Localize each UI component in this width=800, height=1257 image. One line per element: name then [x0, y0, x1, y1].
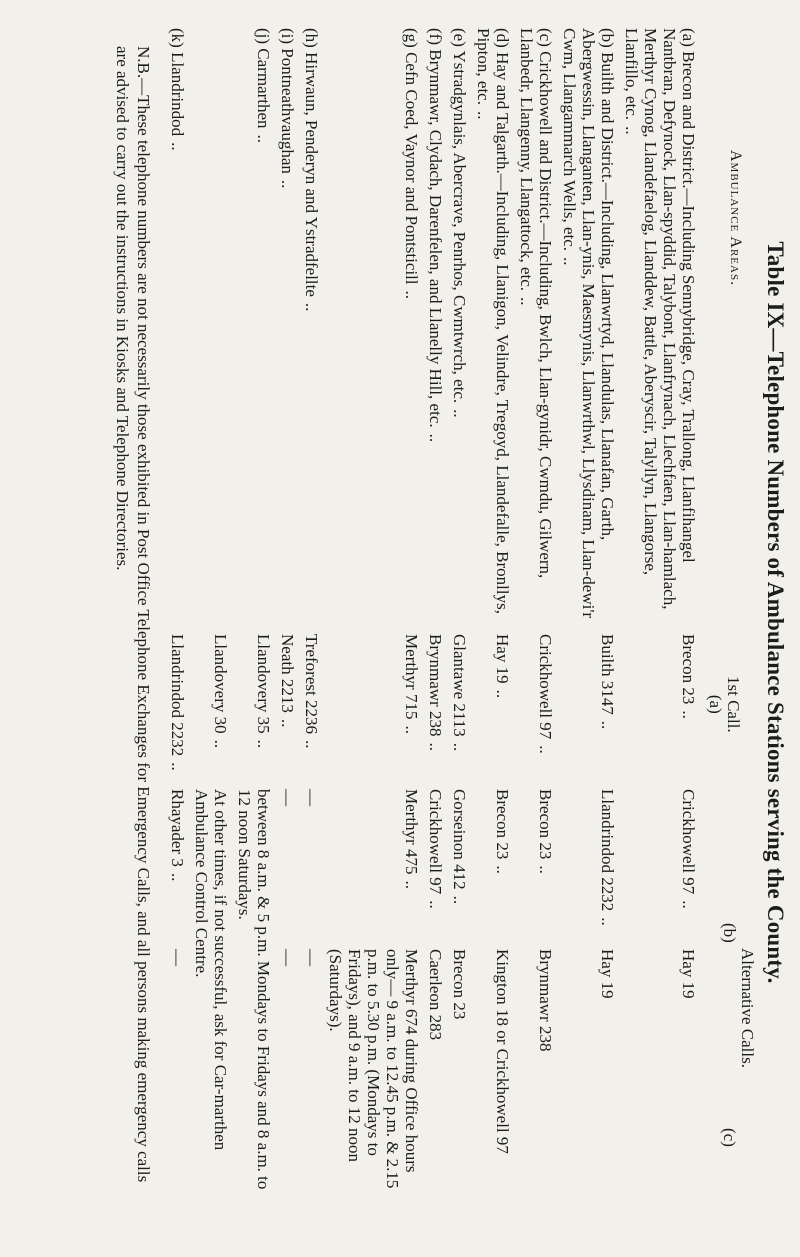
- table-row: [302, 28, 321, 1197]
- first-call-leader: ..: [211, 739, 230, 749]
- area-leader: ..: [302, 302, 321, 312]
- area-label: (g) Cefn Coed, Vaynor and Pontsticill: [402, 28, 421, 285]
- first-call-cell: [560, 628, 617, 789]
- area-leader: ..: [254, 134, 273, 144]
- table-row: [235, 28, 273, 1197]
- alt-call-b-leader: ..: [450, 895, 469, 905]
- area-cell: [426, 28, 445, 628]
- area-cell: [517, 28, 555, 628]
- table-header: [698, 28, 762, 1197]
- alt-call-c-value: Hay 19: [679, 949, 698, 999]
- area-leader: ..: [474, 110, 493, 120]
- alt-call-b-leader: ..: [536, 865, 555, 874]
- table-row: [517, 28, 555, 1197]
- area-label: (f) Brynmawr, Clydach, Darenfelen, and Llanelly Hill, etc.: [426, 28, 445, 428]
- first-call-cell: [235, 628, 273, 789]
- area-leader: ..: [450, 409, 469, 418]
- area-leader: ..: [426, 433, 445, 443]
- table-row: [278, 28, 297, 1197]
- table-row: [426, 28, 445, 1197]
- alt-call-b-cell: [326, 789, 421, 949]
- alt-call-b-value: Merthyr 475: [402, 789, 421, 875]
- first-call-number: Crickhowell 97: [536, 634, 555, 740]
- first-call-cell: [474, 628, 512, 789]
- table-row: [560, 28, 617, 1197]
- first-call-number: Builth 3147: [598, 634, 617, 715]
- alt-call-c-value: —: [278, 949, 297, 966]
- area-label: (k) Llandrindod: [168, 28, 187, 137]
- first-call-leader: ..: [493, 689, 512, 699]
- first-call-cell: [622, 628, 698, 789]
- alt-call-b-cell: [235, 789, 273, 1199]
- alt-call-c-value: Brecon 23: [450, 949, 469, 1020]
- alt-call-c-value: Hay 19: [598, 949, 617, 999]
- first-call-number: Treforest 2236: [302, 634, 321, 734]
- alt-call-c-cell: [302, 949, 321, 1199]
- alt-call-b-value: —: [278, 789, 297, 806]
- first-call-cell: [450, 628, 469, 789]
- first-call-number: Brynmawr 238: [426, 634, 445, 737]
- header-alternative-calls: [718, 828, 756, 1188]
- first-call-cell: [517, 628, 555, 789]
- alt-call-b-cell: [517, 789, 555, 949]
- first-call-leader: ..: [402, 725, 421, 734]
- area-cell: [235, 28, 273, 628]
- alt-call-b-value: Brecon 23: [493, 789, 512, 860]
- alt-call-b-leader: ..: [168, 872, 187, 882]
- alt-call-b-leader: ..: [598, 917, 617, 926]
- table-row: [622, 28, 698, 1197]
- first-call-leader: ..: [302, 739, 321, 749]
- alt-call-b-cell: [192, 789, 230, 1199]
- header-col-c: (c): [720, 1128, 739, 1147]
- first-call-cell: [278, 628, 297, 789]
- area-leader: ..: [622, 126, 641, 135]
- alt-call-c-cell: [622, 949, 698, 1199]
- table-title: Table IX—Telephone Numbers of Ambulance Stations serving the County.: [763, 241, 788, 984]
- alt-call-c-cell: [278, 949, 297, 1199]
- first-call-number: Llandovery 35: [254, 634, 273, 734]
- table-row: [326, 28, 421, 1197]
- alt-call-b-cell: [474, 789, 512, 949]
- alt-call-c-cell: [426, 949, 445, 1199]
- first-call-leader: ..: [450, 742, 469, 752]
- alt-call-b-cell: [560, 789, 617, 949]
- area-cell: [560, 28, 617, 628]
- first-call-cell: [168, 628, 187, 789]
- alt-call-c-cell: [560, 949, 617, 1199]
- first-call-leader: ..: [168, 762, 187, 771]
- alt-call-b-value: At other times, if not successful, ask for Car-marthen Ambulance Control Centre.: [192, 789, 230, 1151]
- area-cell: [168, 28, 187, 628]
- first-call-cell: [302, 628, 321, 789]
- area-cell: [302, 28, 321, 628]
- area-label: (j) Carmarthen: [254, 28, 273, 129]
- header-first-call: [706, 676, 742, 733]
- area-cell: [278, 28, 297, 628]
- first-call-number: Llandovery 30: [211, 634, 230, 734]
- first-call-leader: ..: [679, 710, 698, 719]
- area-label: (e) Ystradgynlais, Abercrave, Penrhos, Cwmtwrch, etc.: [450, 28, 469, 404]
- alt-call-b-value: Crickhowell 97: [426, 789, 445, 895]
- alt-call-b-cell: [168, 789, 187, 949]
- footnote: N.B.—These telephone numbers are not necessarily those exhibited in Post Office Telephone Exchanges for Emergency Calls, and all persons making emergency calls are advised to carry out the instructions in Kiosks and Telephone Directories.: [113, 46, 153, 1183]
- area-cell: [192, 28, 230, 628]
- alt-call-b-cell: [278, 789, 297, 949]
- alt-call-c-value: —: [168, 949, 187, 966]
- area-label: (h) Hirwaun, Penderyn and Ystradfellte: [302, 28, 321, 297]
- area-leader: ..: [560, 257, 579, 266]
- alt-call-b-value: between 8 a.m. & 5 p.m. Mondays to Fridays and 8 a.m. to 12 noon Saturdays.: [235, 789, 273, 1190]
- alt-call-b-value: Rhayader 3: [168, 789, 187, 867]
- first-call-leader: ..: [536, 745, 555, 754]
- alt-call-b-leader: ..: [679, 900, 698, 909]
- alt-call-b-value: Crickhowell 97: [679, 789, 698, 895]
- alt-call-b-leader: ..: [402, 880, 421, 889]
- alt-call-c-cell: [450, 949, 469, 1199]
- first-call-cell: [326, 628, 421, 789]
- area-leader: ..: [402, 290, 421, 300]
- first-call-leader: ..: [278, 718, 297, 728]
- area-cell: [326, 28, 421, 628]
- header-col-b: (b): [720, 923, 739, 943]
- header-alt-label: Alternative Calls.: [738, 948, 757, 1068]
- area-leader: ..: [278, 179, 297, 189]
- area-cell: [450, 28, 469, 628]
- alt-call-c-cell: [326, 949, 421, 1199]
- area-leader: ..: [517, 297, 536, 306]
- alt-call-c-value: Merthyr 674 during Office hours only— 9 a.m. to 12.45 p.m. & 2.15 p.m. to 5.30 p.m. (Mondays to Fridays), and 9 a.m. to 12 noon (Saturdays).: [326, 949, 421, 1189]
- table-body: [168, 28, 698, 1197]
- area-label: (i) Pontneathvaughan: [278, 28, 297, 174]
- alt-call-c-value: Caerleon 283: [426, 949, 445, 1041]
- table-row: [192, 28, 230, 1197]
- area-label: (d) Hay and Talgarth.—Including, Llanigon, Velindre, Tregoyd, Llandefalle, Bronllys, Pipton, etc.: [474, 28, 512, 614]
- alt-call-c-value: Brynmawr 238: [536, 949, 555, 1052]
- table-row: [168, 28, 187, 1197]
- area-label: (c) Crickhowell and District.—Including, Bwlch, Llan-gynidr, Cwmdu, Gilwern, Llanbedr, Llangenny, Llangattock, etc.: [517, 28, 555, 579]
- header-first-call-label: 1st Call.: [724, 676, 743, 733]
- alt-call-b-value: Llandrindod 2232: [598, 789, 617, 912]
- first-call-number: Glantawe 2113: [450, 634, 469, 737]
- alt-call-c-value: Kington 18 or Crickhowell 97: [493, 949, 512, 1154]
- first-call-cell: [192, 628, 230, 789]
- area-cell: [622, 28, 698, 628]
- alt-call-c-cell: [517, 949, 555, 1199]
- first-call-number: Neath 2213: [278, 634, 297, 713]
- alt-call-b-value: Gorseinon 412: [450, 789, 469, 890]
- header-areas: Ambulance Areas.: [727, 150, 744, 287]
- area-label: (b) Builth and District.—Including, Llanwrtyd, Llandulas, Llanafan, Garth, Abergwessin, Llanganten, Llan-ynis, Maesmynis, Llanwrthwl, Llysdinam, Llan-dewi'r Cwm, Llangammarch Wells, etc.: [560, 28, 617, 619]
- alt-call-b-cell: [302, 789, 321, 949]
- alt-call-b-value: Brecon 23: [536, 789, 555, 860]
- alt-call-c-cell: [168, 949, 187, 1199]
- header-col-a: (a): [706, 694, 725, 714]
- alt-call-b-cell: [622, 789, 698, 949]
- alt-call-b-cell: [426, 789, 445, 949]
- area-label: (a) Brecon and District.—Including Sennybridge, Cray, Trallong, Llanfihangel Nantbran, Defynock, Llan-spyddid, Talybont, Llanfrynach, Llechfaen, Llan-hamlach, Merthyr Cynog, Llandefaelog, Llanddew, Battle, Aberyscir, Talyllyn, Llangorse, Llanfillo, etc.: [622, 28, 698, 610]
- first-call-leader: ..: [426, 742, 445, 751]
- alt-call-c-value: —: [302, 949, 321, 966]
- alt-call-b-leader: ..: [426, 900, 445, 909]
- first-call-number: Llandrindod 2232: [168, 634, 187, 757]
- alt-call-c-cell: [474, 949, 512, 1199]
- area-cell: [474, 28, 512, 628]
- first-call-leader: ..: [254, 739, 273, 749]
- first-call-leader: ..: [598, 720, 617, 730]
- table-row: [474, 28, 512, 1197]
- table-row: [450, 28, 469, 1197]
- alt-call-b-leader: ..: [493, 865, 512, 874]
- alt-call-b-value: —: [302, 789, 321, 806]
- first-call-number: Merthyr 715: [402, 634, 421, 720]
- first-call-cell: [426, 628, 445, 789]
- area-leader: ..: [168, 142, 187, 151]
- alt-call-b-cell: [450, 789, 469, 949]
- first-call-number: Hay 19: [493, 634, 512, 684]
- first-call-number: Brecon 23: [679, 634, 698, 705]
